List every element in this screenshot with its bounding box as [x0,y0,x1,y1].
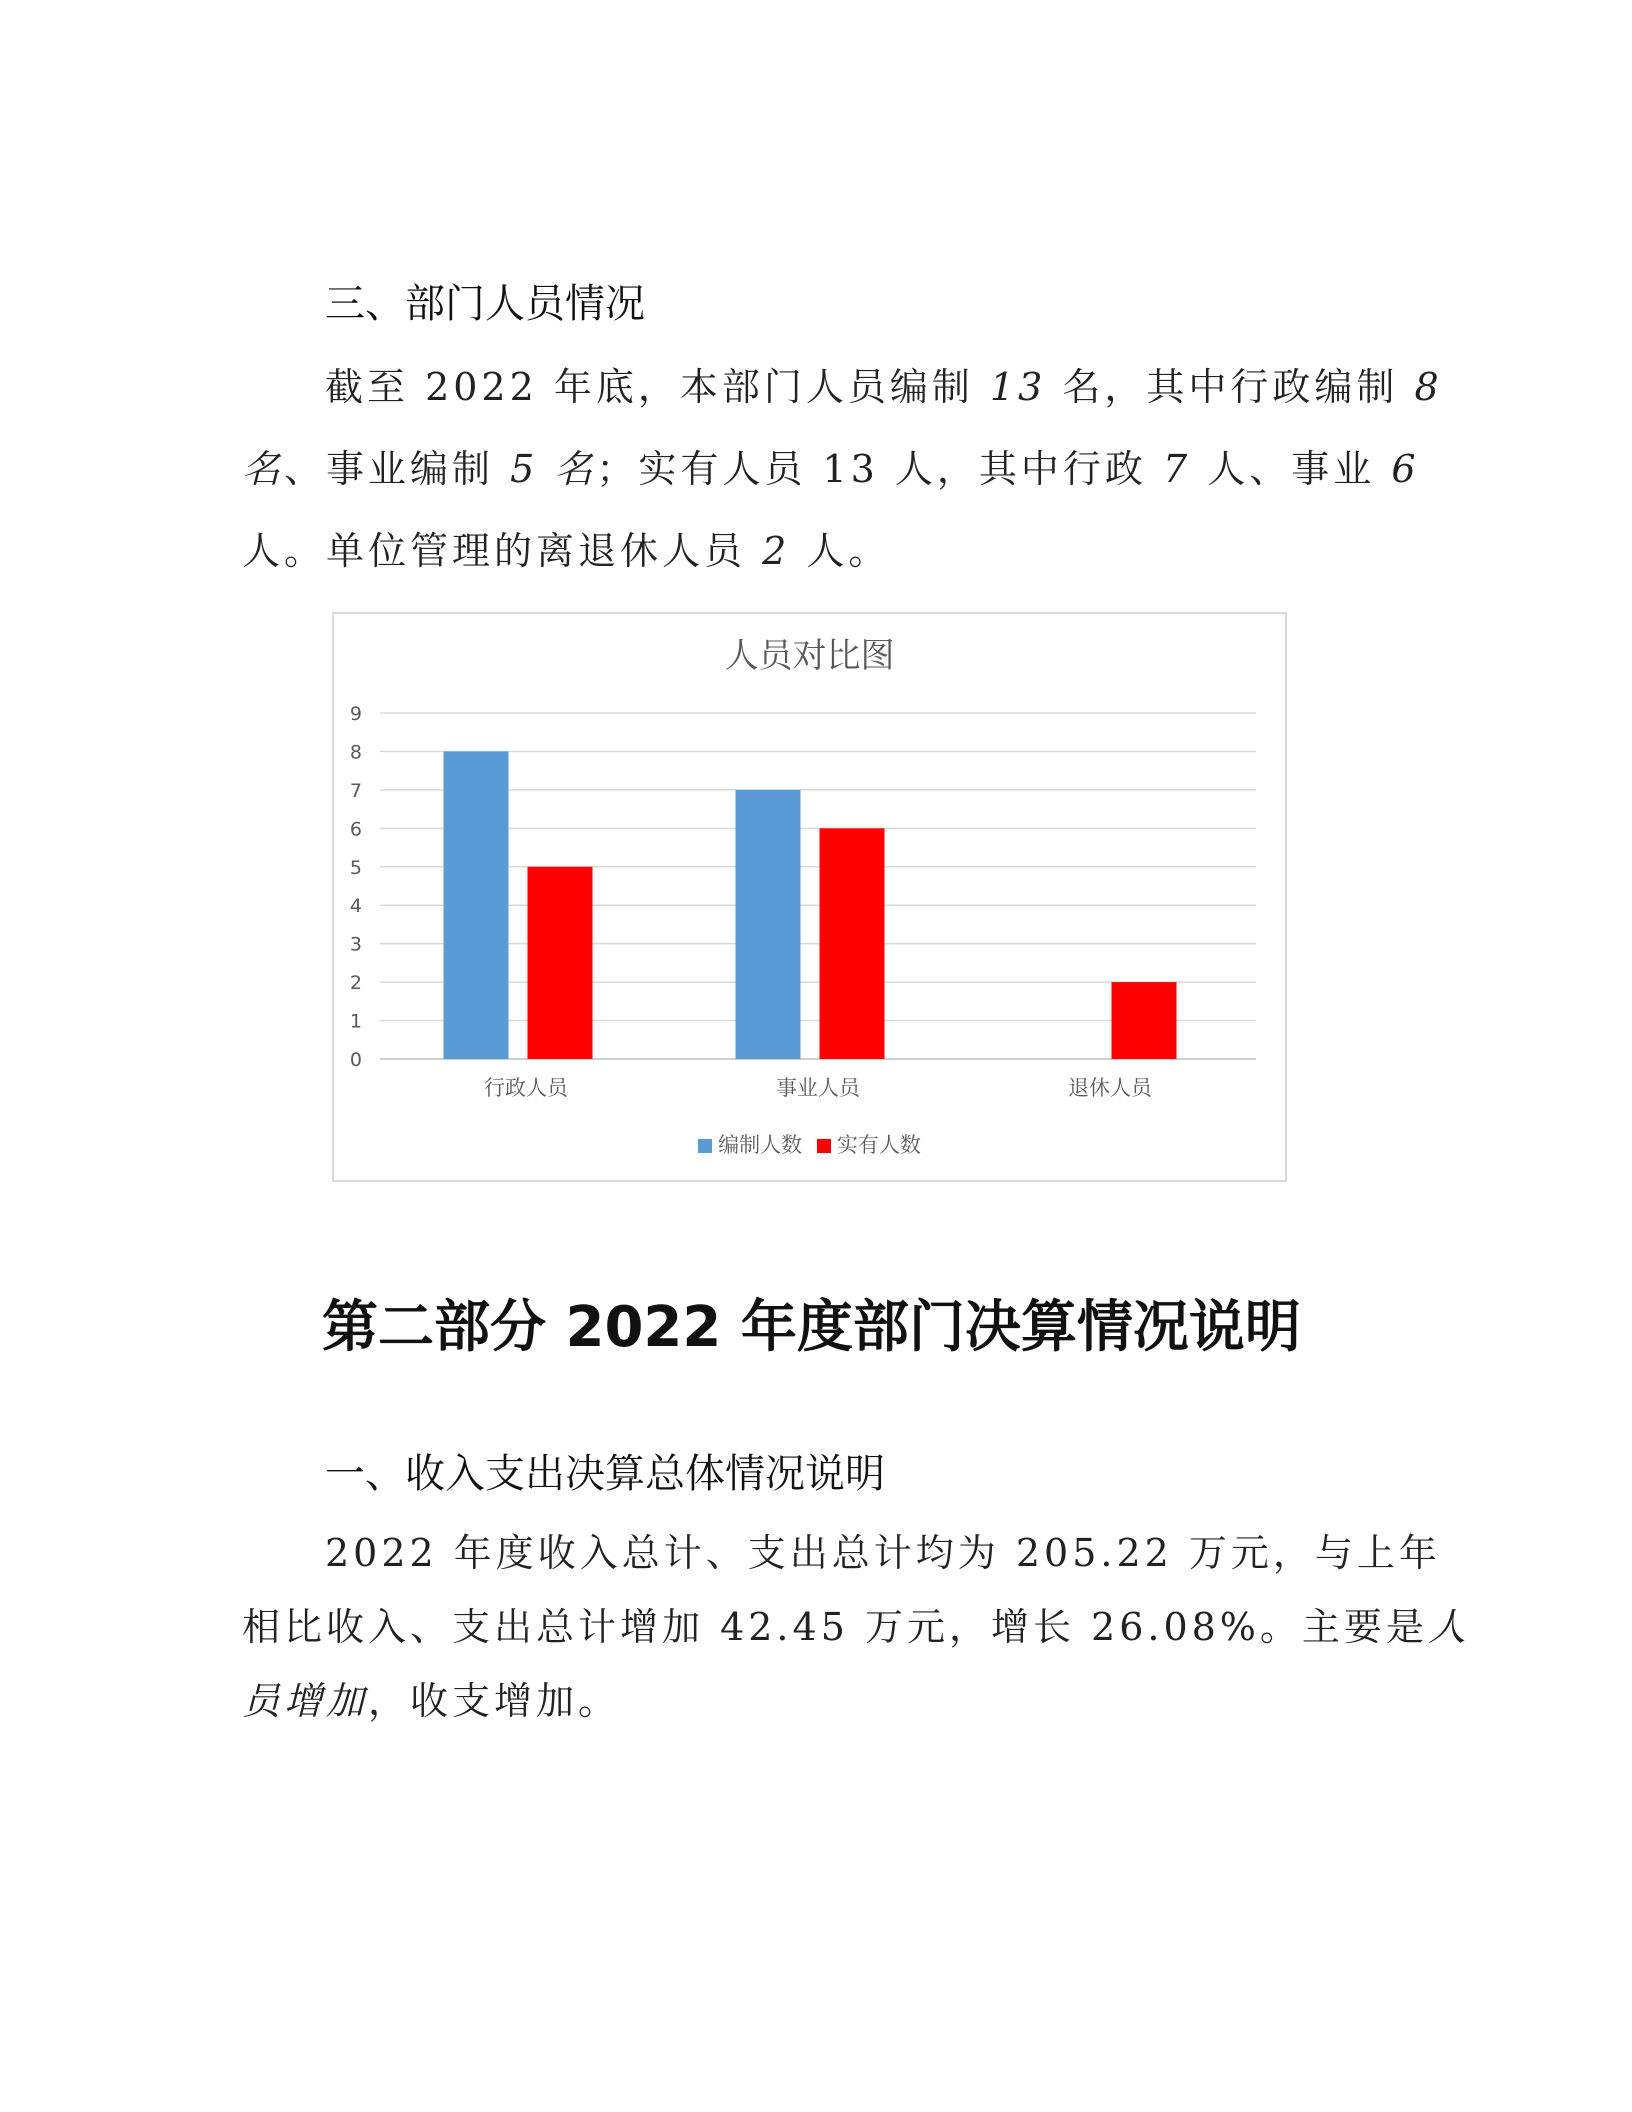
staff-paragraph-line-2 [242,438,1420,493]
bar-actual [820,828,885,1059]
y-tick-label: 2 [349,972,362,995]
text-segment: 相比收入、支出总计增加 42.45 万元，增长 26.08%。主要是 [242,1605,1428,1649]
legend-swatch-actual [817,1139,831,1153]
y-tick-label: 6 [349,818,362,841]
y-tick-label: 8 [349,741,362,764]
income-paragraph-line-3 [242,1670,1382,1725]
text-segment: 人。单位管理的离退休人员 [242,529,763,573]
income-paragraph-line-1 [325,1522,1441,1577]
text-segment: ，收支增加。 [368,1679,621,1723]
y-tick-label: 1 [349,1010,362,1033]
institution-quota: 5 名 [510,447,597,491]
section-heading-income-expense: 一、收入支出决算总体情况说明 [325,1451,885,1497]
y-tick-label: 5 [349,856,362,879]
admin-actual: 7 [1163,447,1192,491]
income-line-2-text [242,1596,1470,1651]
text-segment: 名，其中行政编制 [1046,365,1415,409]
y-tick-label: 3 [349,933,362,956]
x-category-label: 行政人员 [484,1076,568,1100]
bar-actual [1112,982,1177,1059]
text-segment-italic: 员增加 [242,1679,369,1723]
legend-item-actual [817,1129,921,1159]
income-paragraph-line-2 [242,1596,1470,1651]
part-two-title: 第二部分 2022 年度部门决算情况说明 [322,1295,1301,1360]
section-heading-staff: 三、部门人员情况 [325,281,645,327]
y-tick-label: 4 [349,895,362,918]
retired-count: 2 [762,529,791,573]
text-segment: 人员 13 人，其中行政 [722,447,1163,491]
text-segment: 人。 [790,529,891,573]
chart-plot [334,614,1285,1180]
institution-actual: 6 [1391,447,1420,491]
text-segment: ； [596,447,639,491]
x-category-label: 事业人员 [776,1076,860,1100]
staff-paragraph-line-1 [325,356,1443,411]
admin-quota: 8 [1414,365,1443,409]
x-category-label: 退休人员 [1068,1076,1152,1100]
y-tick-label: 0 [349,1049,362,1071]
bar-quota [444,751,509,1059]
legend-item-quota [698,1129,802,1159]
text-segment-italic: 人 [1427,1605,1470,1649]
y-tick-label: 9 [349,703,362,725]
text-segment-emphasis: 实有 [638,447,723,491]
staff-quota-total: 13 [989,365,1047,409]
legend-label-actual: 实有人数 [836,1133,921,1157]
bar-actual [528,867,593,1059]
text-segment: 人、事业 [1191,447,1392,491]
y-tick-label: 7 [349,779,362,802]
text-segment: 、事业编制 [284,447,511,491]
chart-title: 人员对比图 [724,636,895,676]
staff-line-1-text [325,356,1443,411]
staff-paragraph-line-3 [242,520,1382,575]
staff-line-2-text [242,438,1420,493]
legend-label-quota: 编制人数 [718,1133,803,1157]
legend-swatch-quota [698,1139,712,1153]
text-segment: 截至 2022 年底，本部门人员编制 [325,365,990,409]
chart-legend [334,1129,1285,1159]
staff-comparison-chart [332,612,1287,1182]
income-line-1-text: 2022 年度收入总计、支出总计均为 205.22 万元，与上年 [325,1531,1441,1575]
bar-quota [736,790,801,1059]
text-segment: 名 [242,447,285,491]
